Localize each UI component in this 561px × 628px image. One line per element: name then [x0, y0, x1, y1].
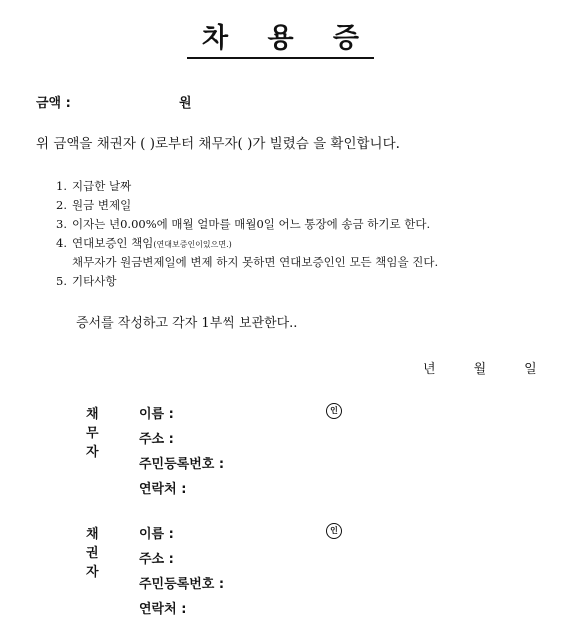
term-item	[56, 196, 438, 215]
date-line	[423, 358, 537, 377]
term-number: 2.	[56, 198, 67, 212]
creditor-contact-label: 연락처 :	[139, 602, 187, 617]
creditor-name-label: 이름 :	[139, 527, 174, 542]
term-item	[56, 215, 438, 234]
amount-unit: 원	[179, 96, 192, 111]
date-month: 월	[473, 362, 487, 377]
debtor-contact-label: 연락처 :	[139, 482, 187, 497]
terms-list	[56, 177, 438, 291]
term-text: 이자는 년0.00%에 매월 얼마를 매월0일 어느 통장에 송금 하기로 한다.	[72, 217, 431, 231]
term-text: 연대보증인 책임	[72, 236, 154, 250]
debtor-id-label: 주민등록번호 :	[139, 457, 225, 472]
date-year: 년	[423, 362, 436, 377]
debtor-address-label: 주소 :	[139, 432, 174, 447]
intro-statement: 위 금액을 채권자 ( )로부터 채무자( )가 빌렸슴 을 확인합니다.	[36, 136, 400, 152]
term-number: 4.	[56, 236, 67, 250]
term-item	[56, 177, 438, 196]
amount-label: 금액 :	[36, 96, 71, 111]
debtor-name-label: 이름 :	[139, 407, 174, 422]
term-text: 지급한 날짜	[72, 179, 132, 193]
closing-statement: 증서를 작성하고 각자 1부씩 보관한다..	[76, 316, 298, 331]
term-text: 기타사항	[72, 274, 117, 288]
debtor-role-label: 채무자	[86, 407, 99, 460]
term-number: 3.	[56, 217, 67, 231]
term-subtext: 채무자가 원금변제일에 변제 하지 못하면 연대보증인인 모든 책임을 진다.	[72, 255, 439, 269]
term-item	[56, 234, 438, 253]
creditor-id-label: 주민등록번호 :	[139, 577, 225, 592]
term-number: 1.	[56, 179, 67, 193]
term-note: (연대보증인이있으면.)	[153, 240, 232, 249]
term-item	[56, 272, 438, 291]
title-area	[0, 16, 561, 59]
term-number: 5.	[56, 274, 67, 288]
term-text: 원금 변제일	[72, 198, 132, 212]
creditor-role-label: 채권자	[86, 527, 99, 580]
date-day: 일	[524, 362, 537, 377]
debtor-seal-icon: 인	[326, 403, 342, 419]
creditor-address-label: 주소 :	[139, 552, 174, 567]
creditor-seal-icon: 인	[326, 523, 342, 539]
document-title: 차 용 증	[187, 16, 374, 59]
